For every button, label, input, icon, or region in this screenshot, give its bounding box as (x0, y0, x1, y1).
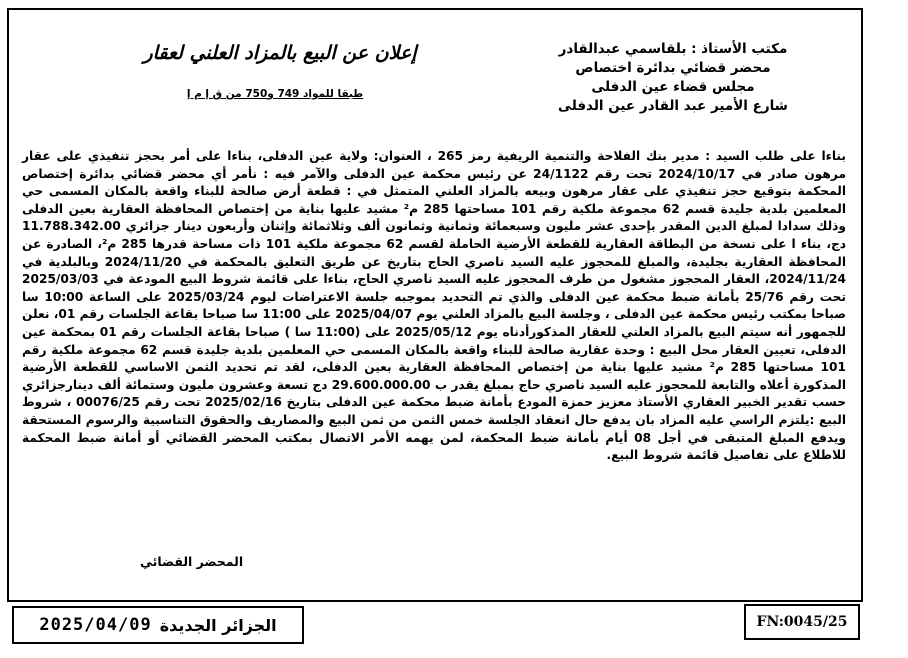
publication-date: 2025/04/09 (39, 615, 152, 635)
announcement-body: بناءا على طلب السيد : مدير بنك الفلاحة والتنمية الريفية رمز 265 ، العنوان: ولاية عين الدفلى، بناءا على أمر بحجز تنفيذي على عقار مرهون صادر في 2024/10/17 تحت رقم 24/1122 عن رئيس محكمة عين الدفلى والآمر فيه : نأمر أي محضر قضائي بدائرة إختصاص المحكمة بتوقيع حجز تنفيذي على عقار مرهون وبيعه بالمزاد العلني المتمثل في : قطعة أرض صالحة للبناء واقعة بالمكان المسمى حي المعلمين بلدية جليدة قسم 62 مجموعة ملكية رقم 101 مساحتها 285 م² مشيد عليها بناية من إختصاص المحافظة العقارية بعين الدفلى وذلك سدادا لمبلغ الدين المقدر بإحدى عشر مليون وسبعمائة وثمانية وثمانون ألف وثلاثمائة وإثنان وأربعون دينار جزائري 11.788.342.00 دج، بناء ا على نسخة من البطاقة العقارية للقطعة الأرضية الحاملة لقسم 62 مجموعة ملكية 101 ذات مساحة قدرها 285 م²، الصادرة عن المحافظة العقارية بجليدة، والمبلغ للمحجوز عليه السيد ناصري الحاج بتاريخ عن طريق التعليق بالمحكمة في 2024/11/20 وبالبلدية في 2024/11/24، العقار المحجوز مشغول من طرف المحجوز عليه السيد ناصري الحاج، بناءا على قائمة شروط البيع المودعة في 2025/03/03 تحت رقم 25/76 بأمانة ضبط محكمة عين الدفلى والذي تم التحديد بموجبه جلسة الاعتراضات ليوم 2025/03/24 على الساعة 10:00 سا صباحا بمكتب رئيس محكمة عين الدفلى ، وجلسة البيع بالمزاد العلني يوم 2025/04/07 على 11:00 سا صباحا بقاعة الجلسات رقم 01، نعلن للجمهور أنه سيتم البيع بالمزاد العلني للعقار المذكورأدناه يوم 2025/05/12 على (11:00 سا ) صباحا بقاعة الجلسات رقم 01 بمحكمة عين الدفلى، تعيين العقار محل البيع : وحدة عقارية صالحة للبناء واقعة بالمكان المسمى حي المعلمين بلدية جليدة قسم 62 مجموعة ملكية رقم 101 مساحتها 285 م² مشيد عليها بناية من إختصاص المحافظة العقارية بعين الدفلى، لقد تم تحديد الثمن الاساسي للقطعة الأرضية المذكورة أعلاه والتابعة للمحجوز عليه السيد ناصري حاج بمبلغ يقدر ب 29.600.000.00 دج تسعة وعشرون مليون وستمائة ألف دينارجزائري حسب تقدير الخبير العقاري الأستاذ معزيز حمزة المودع بأمانة ضبط محكمة عين الدفلى بتاريخ 2025/02/16 تحت رقم 00076/25 ، شروط البيع :يلتزم الراسي عليه المزاد بان يدفع حال انعقاد الجلسة خمس الثمن من ثمن البيع والمصاريف والحقوق التناسبية والرسوم المستحقة ويدفع المبلغ المتبقى في أجل 08 أيام بأمانة ضبط المحكمة، لمن يهمه الأمر الاتصال بمكتب المحضر القضائي أو أمانة ضبط المحكمة للاطلاع على تفاصيل قائمة شروط البيع. (22, 149, 847, 463)
bailiff-office-block (508, 40, 838, 116)
legal-basis: طبقا للمواد 749 و750 من ق إ م إ (186, 88, 364, 100)
file-number: FN:0045/25 (756, 614, 848, 630)
office-line: مكتب الأستاذ : بلقاسمي عبدالقادر (558, 41, 788, 57)
office-line: شارع الأمير عبد القادر عين الدفلى (558, 98, 788, 114)
signature: المحضر القضائي (140, 554, 244, 569)
announcement-title: إعلان عن البيع بالمزاد العلني لعقار (143, 42, 417, 64)
newspaper-name: الجزائر الجديدة (159, 615, 277, 635)
office-line: مجلس قضاء عين الدفلى (591, 79, 755, 95)
office-line: محضر قضائي بدائرة اختصاص (575, 60, 771, 76)
publication-box (12, 606, 304, 644)
file-number-box (744, 604, 860, 640)
